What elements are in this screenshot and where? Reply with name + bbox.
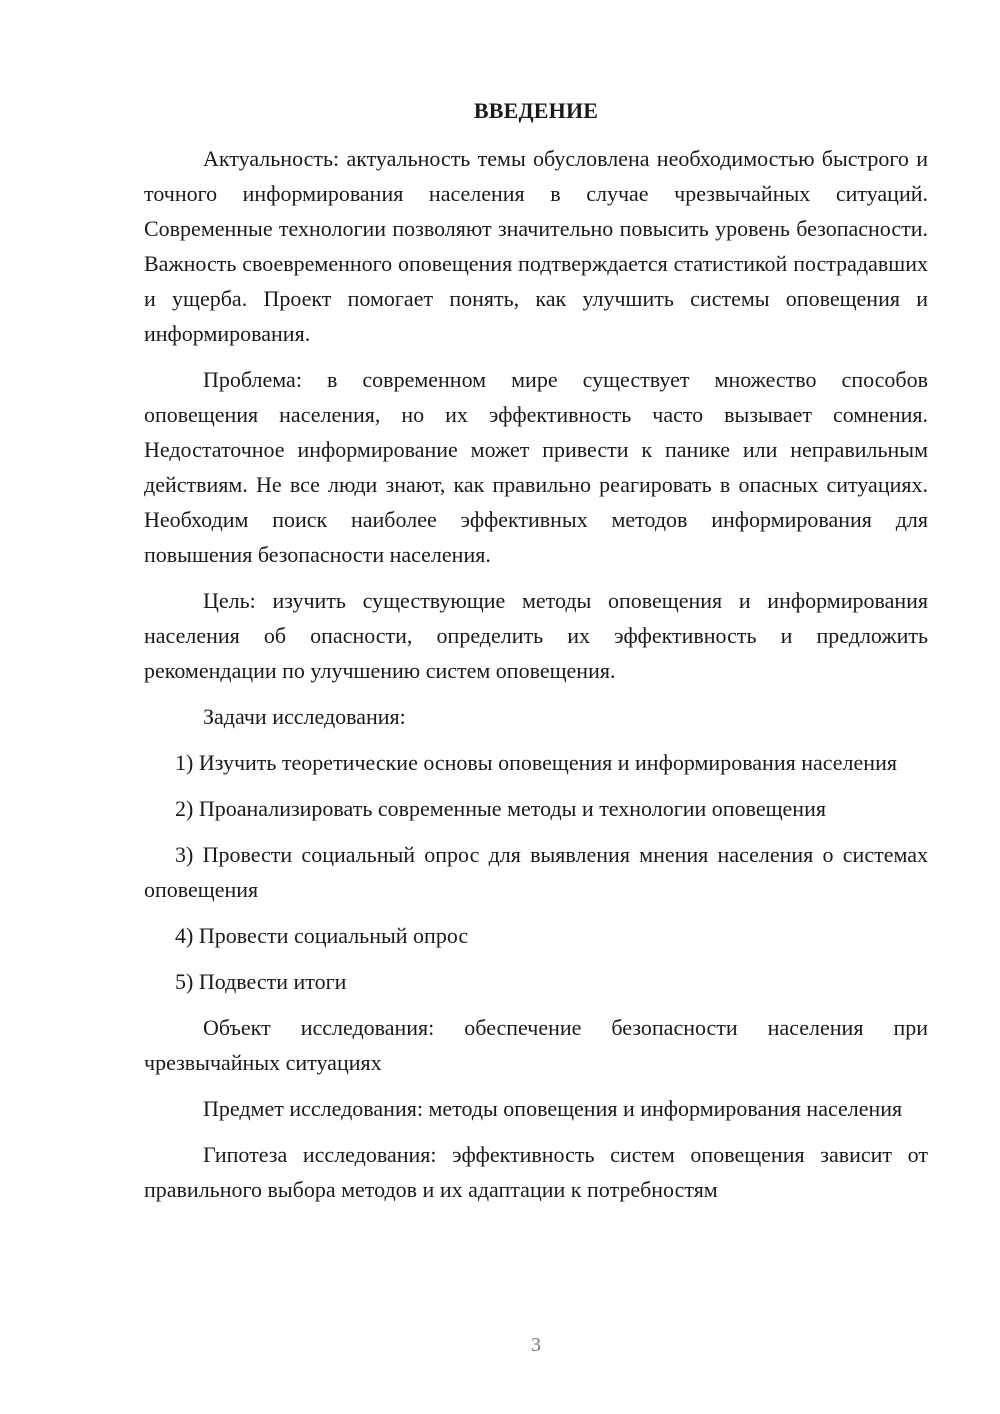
list-item: 2) Проанализировать современные методы и технологии оповещения	[175, 796, 826, 821]
list-item: 4) Провести социальный опрос	[175, 923, 469, 948]
paragraph-relevance: Актуальность: актуальность темы обусловлена необходимостью быстрого и точного информирования населения в случае чрезвычайных ситуаций. Современные технологии позволяют значительно повысить уровень безопасности. Важность своевременного оповещения подтверждается статистикой пострадавших и ущерба. Проект помогает понять, как улучшить системы оповещения и информирования.	[144, 146, 928, 346]
list-item: 1) Изучить теоретические основы оповещения и информирования населения	[175, 750, 897, 775]
paragraph-subject: Предмет исследования: методы оповещения и информирования населения	[203, 1096, 903, 1121]
tasks-list	[144, 745, 928, 999]
paragraph-problem: Проблема: в современном мире существует множество способов оповещения населения, но их эффективность часто вызывает сомнения. Недостаточное информирование может привести к панике или неправильным действиям. Не все люди знают, как правильно реагировать в опасных ситуациях. Необходим поиск наиболее эффективных методов информирования для повышения безопасности населения.	[144, 367, 928, 567]
list-item: 5) Подвести итоги	[175, 969, 347, 994]
paragraph-object: Объект исследования: обеспечение безопасности населения при чрезвычайных ситуациях	[144, 1015, 928, 1075]
paragraph-goal: Цель: изучить существующие методы оповещения и информирования населения об опасности, определить их эффективность и предложить рекомендации по улучшению систем оповещения.	[144, 588, 928, 683]
paragraph-hypothesis: Гипотеза исследования: эффективность систем оповещения зависит от правильного выбора методов и их адаптации к потребностям	[144, 1142, 928, 1202]
document-body	[144, 96, 928, 1218]
list-item: 3) Провести социальный опрос для выявления мнения населения о системах оповещения	[144, 842, 928, 902]
section-title: ВВЕДЕНИЕ	[473, 98, 599, 123]
page-number: 3	[531, 1334, 541, 1356]
tasks-heading: Задачи исследования:	[203, 704, 406, 729]
